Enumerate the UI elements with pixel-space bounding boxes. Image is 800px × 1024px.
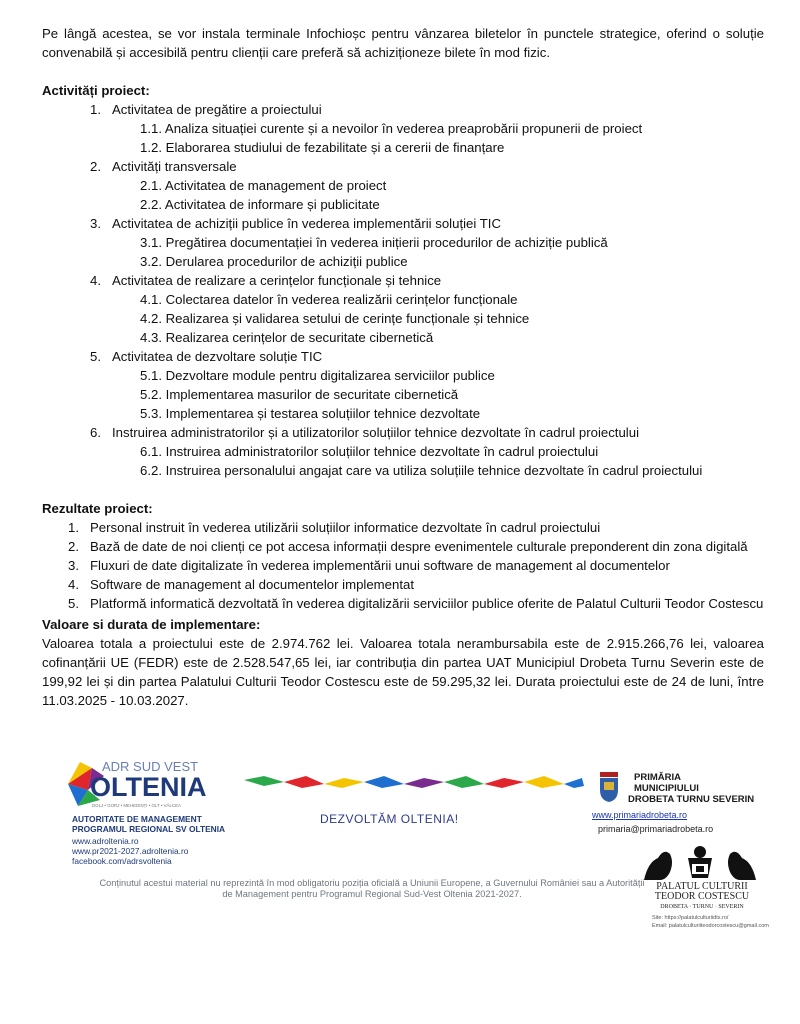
result-item xyxy=(42,518,764,537)
activity-number: 1. xyxy=(90,102,101,117)
activity-subitem: 5.2. Implementarea masurilor de securitate cibernetică xyxy=(140,387,459,402)
activity-item xyxy=(64,100,764,119)
activity-item xyxy=(64,347,764,366)
adr-authority-line2: PROGRAMUL REGIONAL SV OLTENIA xyxy=(72,824,226,834)
result-item xyxy=(42,537,764,556)
primaria-line3: DROBETA TURNU SEVERIN xyxy=(628,794,755,805)
value-heading: Valoare si durata de implementare: xyxy=(42,617,261,632)
adr-top-text: ADR SUD VEST xyxy=(102,759,199,774)
palat-name xyxy=(652,882,752,912)
result-number: 5. xyxy=(68,596,79,611)
adr-tagline: DOLJ • GORJ • MEHEDINȚI • OLT • VÂLCEA xyxy=(92,803,181,808)
value-paragraph: Valoarea totala a proiectului este de 2.974.762 lei. Valoarea totala nerambursabila este de 2.915.266,76 lei, valoarea cofinanțării UE (FEDR) este de 2.528.547,65 lei, iar contribuția din partea UAT Municipiul Drobeta Turnu Severin este de 199,92 lei și din partea Palatului Culturii Teodor Costescu este de 59.295,32 lei. Durata proiectului este de 24 de luni, între 11.03.2025 - 10.03.2027. xyxy=(42,636,764,708)
palat-contact xyxy=(652,914,769,930)
color-stripe-graphic xyxy=(244,772,584,794)
results-heading: Rezultate proiect: xyxy=(42,501,153,516)
activity-item xyxy=(64,214,764,233)
primaria-email: primaria@primariadrobeta.ro xyxy=(598,824,714,834)
adr-oltenia-logo xyxy=(66,756,231,811)
adr-link-pr[interactable]: www.pr2021-2027.adroltenia.ro xyxy=(72,846,189,856)
activity-label: Activități transversale xyxy=(112,159,237,174)
footer-logos xyxy=(0,754,800,944)
activity-label: Activitatea de achiziții publice în vederea implementării soluției TIC xyxy=(112,216,501,231)
palatul-culturii-logo xyxy=(640,842,760,882)
activity-subitem: 1.1. Analiza situației curente și a nevoilor în vederea preaprobării propunerii de proiect xyxy=(140,121,643,136)
activity-number: 6. xyxy=(90,425,101,440)
primaria-name xyxy=(628,772,754,805)
activity-number: 2. xyxy=(90,159,101,174)
result-item xyxy=(42,594,764,613)
activity-subitem: 1.2. Elaborarea studiului de fezabilitate și a cererii de finanțare xyxy=(140,140,505,155)
adr-link-facebook[interactable]: facebook.com/adrsvoltenia xyxy=(72,856,172,866)
adr-link-site[interactable]: www.adroltenia.ro xyxy=(72,836,139,846)
activities-heading: Activități proiect: xyxy=(42,83,150,98)
result-text: Platformă informatică dezvoltată în vederea digitalizării serviciilor publice oferite de Palatul Culturii Teodor Costescu xyxy=(90,596,764,611)
result-number: 2. xyxy=(68,539,79,554)
document-body xyxy=(42,24,764,710)
adr-links xyxy=(72,836,188,866)
primaria-website-link[interactable]: www.primariadrobeta.ro xyxy=(592,810,688,820)
activity-subitem: 2.2. Activitatea de informare și publicitate xyxy=(140,197,380,212)
activity-label: Activitatea de dezvoltare soluție TIC xyxy=(112,349,323,364)
primaria-line2: MUNICIPIULUI xyxy=(634,783,699,794)
palat-email: Email: palatulculturiiteodorcostescu@gmail.com xyxy=(652,923,769,929)
results-list xyxy=(42,518,764,613)
palat-line2: TEODOR COSTESCU xyxy=(654,891,750,902)
result-text: Personal instruit în vederea utilizării soluțiilor informatice dezvoltate în cadrul proiectului xyxy=(90,520,601,535)
activity-label: Activitatea de realizare a cerințelor funcționale și tehnice xyxy=(112,273,442,288)
activity-number: 4. xyxy=(90,273,101,288)
result-number: 3. xyxy=(68,558,79,573)
result-number: 1. xyxy=(68,520,79,535)
activity-subitem: 6.1. Instruirea administratorilor soluțiilor tehnice dezvoltate în cadrul proiectului xyxy=(140,444,599,459)
activity-item xyxy=(64,271,764,290)
activity-subitem: 3.2. Derularea procedurilor de achiziții publice xyxy=(140,254,408,269)
primaria-crest-icon xyxy=(598,772,620,802)
activity-subitem: 3.1. Pregătirea documentației în vederea inițierii procedurilor de achiziție publică xyxy=(140,235,608,250)
activity-item xyxy=(64,423,764,442)
result-number: 4. xyxy=(68,577,79,592)
palat-line1: PALATUL CULTURII xyxy=(656,881,748,892)
palat-site[interactable]: Site: https://palatulculturiidts.ro/ xyxy=(652,915,729,921)
activity-subitem: 6.2. Instruirea personalului angajat care va utiliza soluțiile tehnice dezvoltate în cadrul proiectului xyxy=(140,463,703,478)
adr-authority-line1: AUTORITATE DE MANAGEMENT xyxy=(72,814,202,824)
activity-item xyxy=(64,157,764,176)
activity-subitem: 4.1. Colectarea datelor în vederea realizării cerințelor funcționale xyxy=(140,292,518,307)
result-item xyxy=(42,556,764,575)
adr-brand-text: OLTENIA xyxy=(90,772,207,802)
result-text: Bază de date de noi clienți ce pot accesa informații despre evenimentele culturale preponderent din zona digitală xyxy=(90,539,748,554)
activity-number: 3. xyxy=(90,216,101,231)
adr-authority xyxy=(72,814,225,834)
activity-subitem: 4.3. Realizarea cerințelor de securitate cibernetică xyxy=(140,330,434,345)
result-text: Fluxuri de date digitalizate în vederea implementării unui software de management al documentelor xyxy=(90,558,670,573)
result-item xyxy=(42,575,764,594)
activity-label: Activitatea de pregătire a proiectului xyxy=(112,102,322,117)
eu-disclaimer: Conținutul acestui material nu reprezintă în mod obligatoriu poziția oficială a Uniunii Europene, a Guvernului României sau a Autorității de Management pentru Programul Regional Sud-Vest Oltenia 2021-2027. xyxy=(99,878,645,899)
palat-line3: DROBETA · TURNU · SEVERIN xyxy=(660,904,744,910)
activity-subitem: 2.1. Activitatea de management de proiect xyxy=(140,178,387,193)
intro-paragraph: Pe lângă acestea, se vor instala terminale Infochioșc pentru vânzarea biletelor în punctele strategice, oferind o soluție convenabilă și accesibilă pentru clienții care preferă să achiziționeze bilete în mod fizic. xyxy=(42,26,764,60)
activity-subitem: 4.2. Realizarea și validarea setului de cerințe funcționale și tehnice xyxy=(140,311,530,326)
activity-subitem: 5.3. Implementarea și testarea soluțiilor tehnice dezvoltate xyxy=(140,406,481,421)
activities-list xyxy=(42,100,764,480)
slogan-text: DEZVOLTĂM OLTENIA! xyxy=(320,812,459,826)
activity-subitem: 5.1. Dezvoltare module pentru digitalizarea serviciilor publice xyxy=(140,368,495,383)
primaria-line1: PRIMĂRIA xyxy=(634,772,681,783)
result-text: Software de management al documentelor implementat xyxy=(90,577,415,592)
activity-label: Instruirea administratorilor și a utilizatorilor soluțiilor tehnice dezvoltate în cadrul proiectului xyxy=(112,425,640,440)
activity-number: 5. xyxy=(90,349,101,364)
